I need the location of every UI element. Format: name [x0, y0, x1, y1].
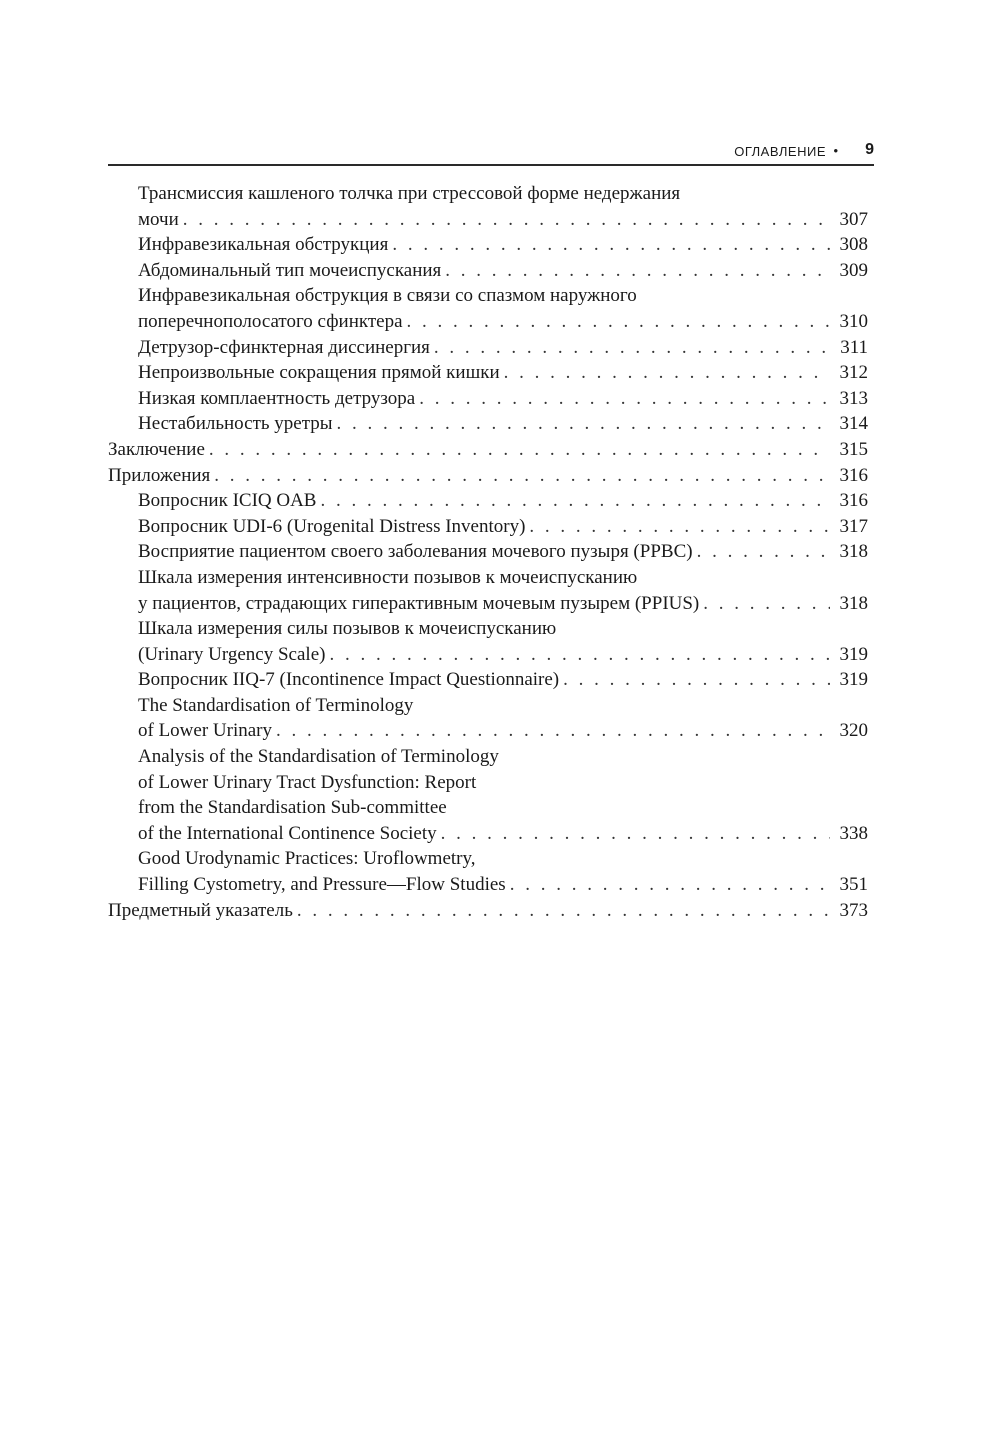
dot-leader: [510, 872, 830, 898]
toc-entry-title: Вопросник UDI-6 (Urogenital Distress Inventory): [138, 515, 526, 537]
dot-leader: [214, 463, 830, 489]
toc-page-number: 338: [839, 822, 868, 844]
dot-leader: [320, 488, 830, 514]
toc-entry-title: Приложения: [108, 464, 211, 486]
toc-entry[interactable]: [108, 898, 868, 924]
toc-entry-title: Предметный указатель: [108, 899, 293, 921]
toc-entry-line: Трансмиссия кашленого толчка при стрессовой форме недержания: [138, 183, 681, 204]
toc-entry-title: of the International Continence Society: [138, 822, 437, 844]
toc-page-number: 316: [839, 490, 868, 512]
toc-entry[interactable]: [108, 539, 868, 565]
dot-leader: [407, 309, 830, 335]
toc-page-number: 312: [839, 362, 868, 384]
toc-entry[interactable]: [108, 437, 868, 463]
toc-page-number: 313: [839, 387, 868, 409]
toc-page-number: 308: [839, 234, 868, 256]
table-of-contents: [108, 181, 868, 923]
dot-leader: [697, 539, 830, 565]
toc-page-number: 373: [839, 899, 868, 921]
toc-page-number: 307: [839, 208, 868, 230]
toc-entry-title: Восприятие пациентом своего заболевания мочевого пузыря (PPBC): [138, 541, 693, 563]
dot-leader: [563, 667, 830, 693]
toc-entry-line: Analysis of the Standardisation of Terminology: [138, 746, 499, 768]
toc-entry-line: Шкала измерения силы позывов к мочеиспусканию: [138, 618, 557, 640]
toc-entry-title: Вопросник IIQ-7 (Incontinence Impact Questionnaire): [138, 669, 560, 691]
toc-page-number: 314: [839, 413, 868, 435]
toc-page-number: 316: [839, 464, 868, 486]
toc-entry[interactable]: [108, 642, 868, 668]
toc-entry-title: Абдоминальный тип мочеиспускания: [138, 259, 442, 281]
toc-entry-line: from the Standardisation Sub-committee: [138, 797, 447, 819]
toc-entry[interactable]: [108, 514, 868, 540]
toc-page-number: 317: [839, 515, 868, 537]
toc-entry[interactable]: [108, 232, 868, 258]
section-title: ОГЛАВЛЕНИЕ: [734, 144, 826, 159]
toc-entry[interactable]: [108, 667, 868, 693]
bullet-separator: •: [833, 143, 838, 158]
toc-page-number: 318: [839, 592, 868, 614]
toc-page-number: 351: [839, 874, 868, 896]
dot-leader: [297, 898, 830, 924]
toc-entry[interactable]: [108, 718, 868, 744]
toc-page-number: 319: [839, 669, 868, 691]
dot-leader: [276, 718, 830, 744]
toc-entry-title: Заключение: [108, 438, 205, 460]
toc-entry-title: у пациентов, страдающих гиперактивным мочевым пузырем (PPIUS): [138, 592, 700, 614]
toc-entry-title: Нестабильность уретры: [138, 413, 333, 435]
dot-leader: [703, 591, 830, 617]
toc-entry[interactable]: [108, 463, 868, 489]
dot-leader: [441, 821, 830, 847]
dot-leader: [329, 642, 830, 668]
toc-entry[interactable]: [108, 488, 868, 514]
toc-entry-title: Вопросник ICIQ OAB: [138, 490, 317, 512]
toc-entry[interactable]: [108, 309, 868, 335]
dot-leader: [183, 207, 830, 233]
toc-entry-title: поперечнополосатого сфинктера: [138, 310, 403, 332]
toc-entry[interactable]: [108, 207, 868, 233]
toc-entry-title: Детрузор-сфинктерная диссинергия: [138, 336, 430, 358]
toc-entry-title: Инфравезикальная обструкция: [138, 234, 389, 256]
dot-leader: [504, 360, 830, 386]
toc-page-number: 311: [840, 336, 868, 358]
dot-leader: [434, 335, 830, 361]
toc-entry-title: Низкая комплаентность детрузора: [138, 387, 416, 409]
toc-page-number: 318: [839, 541, 868, 563]
toc-page-number: 310: [839, 310, 868, 332]
dot-leader: [392, 232, 830, 258]
toc-entry-title: Непроизвольные сокращения прямой кишки: [138, 362, 500, 384]
toc-entry-title: Filling Cystometry, and Pressure—Flow Studies: [138, 874, 506, 896]
toc-entry-title: of Lower Urinary: [138, 720, 273, 742]
toc-entry[interactable]: [108, 386, 868, 412]
toc-page-number: 319: [839, 643, 868, 665]
page-number: 9: [865, 141, 874, 158]
toc-page-number: 315: [839, 438, 868, 460]
running-header: [108, 138, 874, 166]
toc-page-number: 309: [839, 259, 868, 281]
toc-entry-title: (Urinary Urgency Scale): [138, 643, 326, 665]
toc-entry-line: Good Urodynamic Practices: Uroflowmetry,: [138, 848, 476, 870]
dot-leader: [529, 514, 830, 540]
toc-entry[interactable]: [108, 872, 868, 898]
toc-entry[interactable]: [108, 335, 868, 361]
dot-leader: [445, 258, 830, 284]
toc-entry[interactable]: [108, 591, 868, 617]
dot-leader: [337, 411, 830, 437]
toc-entry[interactable]: [108, 360, 868, 386]
toc-entry-line: The Standardisation of Terminology: [138, 694, 414, 716]
dot-leader: [209, 437, 830, 463]
toc-entry[interactable]: [108, 258, 868, 284]
dot-leader: [419, 386, 830, 412]
toc-entry[interactable]: [108, 411, 868, 437]
toc-entry[interactable]: [108, 821, 868, 847]
toc-entry-line: of Lower Urinary Tract Dysfunction: Report: [138, 771, 477, 793]
toc-page-number: 320: [839, 720, 868, 742]
toc-entry-title: мочи: [138, 208, 179, 230]
toc-entry-line: Шкала измерения интенсивности позывов к мочеиспусканию: [138, 566, 638, 588]
toc-entry-line: Инфравезикальная обструкция в связи со спазмом наружного: [138, 285, 637, 307]
